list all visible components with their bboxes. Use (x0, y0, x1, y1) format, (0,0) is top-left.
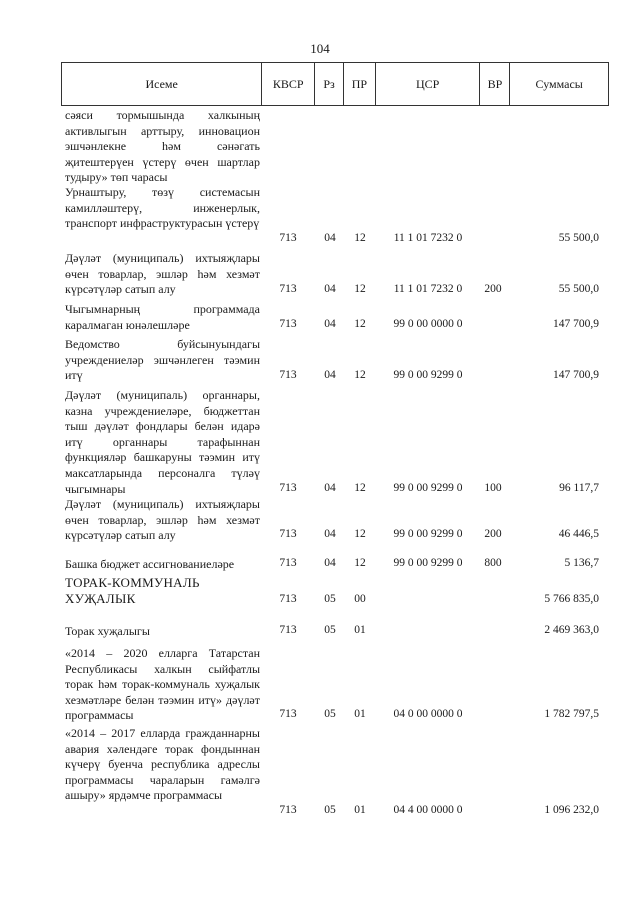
row-rz: 04 (324, 557, 336, 569)
row-rz: 05 (324, 593, 336, 605)
row-rz: 04 (324, 283, 336, 295)
row-name: Дәүләт (муниципаль) органнары, казна учреждениеләре, бюджеттан тыш дәүләт фондлары белән идарә итү органнары тарафыннан функцияләр башкаруны тәэмин итү максатларында персоналга түләү чыгымнары (65, 388, 260, 496)
row-sum: 147 700,9 (553, 318, 599, 330)
row-sum: 1 782 797,5 (544, 708, 599, 720)
row-rz: 04 (324, 369, 336, 381)
header-name: Исеме (62, 63, 262, 105)
row-kvsr: 713 (279, 369, 297, 381)
row-name: Торак хуҗалыгы (65, 624, 150, 638)
row-rz: 04 (324, 318, 336, 330)
row-pr: 12 (354, 232, 366, 244)
row-kvsr: 713 (279, 528, 297, 540)
row-name: «2014 – 2020 елларга Татарстан Республикасы халкын сыйфатлы торак һәм торак-коммуналь хуҗалык хезмәтләре белән тәэмин итү» дәүләт программасы (65, 646, 260, 723)
row-csr: 99 0 00 9299 0 (393, 369, 463, 381)
section-heading: ТОРАК-КОММУНАЛЬ ХУҖАЛЫК (65, 575, 200, 606)
row-kvsr: 713 (279, 318, 297, 330)
row-sum: 55 500,0 (558, 283, 599, 295)
row-csr: 99 0 00 9299 0 (393, 528, 463, 540)
header-csr: ЦСР (376, 63, 481, 105)
header-sum: Суммасы (535, 76, 583, 91)
row-name: Дәүләт (муниципаль) ихтыяҗлары өчен товарлар, эшләр һәм хезмәт күрсәтүләр сатып алу (65, 497, 260, 543)
row-kvsr: 713 (279, 482, 297, 494)
row-pr: 12 (354, 283, 366, 295)
row-kvsr: 713 (279, 593, 297, 605)
row-kvsr: 713 (279, 624, 297, 636)
row-vr: 200 (484, 283, 502, 295)
row-csr: 99 0 00 9299 0 (393, 482, 463, 494)
row-rz: 04 (324, 482, 336, 494)
row-sum: 96 117,7 (559, 482, 599, 494)
row-name: сәяси тормышында халкының активлыгын арттыру, инновацион эшчәнлекне һәм сәнәгать җитештерүен үстерү өчен шартлар тудыру» төп чарасы (65, 108, 260, 185)
row-vr: 200 (484, 528, 502, 540)
page-number: 104 (310, 41, 330, 56)
row-pr: 12 (354, 482, 366, 494)
row-sum: 46 446,5 (558, 528, 599, 540)
header-rz: Рз (315, 63, 344, 105)
row-kvsr: 713 (279, 804, 297, 816)
row-sum: 5 136,7 (564, 557, 599, 569)
row-kvsr: 713 (279, 232, 297, 244)
row-rz: 05 (324, 624, 336, 636)
header-vr: ВР (480, 63, 510, 105)
row-name: «2014 – 2017 елларда гражданнарны авария хәлендәге торак фондыннан күчерү буенча республика адреслы программасы чараларын гамәлгә ашыру» ярдәмче программасы (65, 726, 260, 803)
row-pr: 12 (354, 557, 366, 569)
row-sum: 55 500,0 (558, 232, 599, 244)
row-rz: 04 (324, 528, 336, 540)
row-name: Урнаштыру, төзү системасын камилләштерү, инженерлык, транспорт инфраструктурасын үстерү (65, 185, 260, 231)
row-pr: 01 (354, 624, 366, 636)
row-csr: 99 0 00 9299 0 (393, 557, 463, 569)
row-csr: 11 1 01 7232 0 (393, 283, 463, 295)
row-vr: 100 (484, 482, 502, 494)
budget-table (61, 62, 609, 816)
row-name: Чыгымнарның программада каралмаган юнәлешләре (65, 302, 260, 332)
row-sum: 147 700,9 (553, 369, 599, 381)
row-pr: 12 (354, 369, 366, 381)
header-pr: ПР (344, 63, 376, 105)
row-csr: 04 4 00 0000 0 (393, 804, 463, 816)
row-pr: 01 (354, 804, 366, 816)
row-kvsr: 713 (279, 708, 297, 720)
row-pr: 12 (354, 528, 366, 540)
row-name: Башка бюджет ассигнованиеләре (65, 557, 235, 571)
row-name: Ведомство буйсынуындагы учреждениеләр эшчәнлеген тәэмин итү (65, 337, 260, 383)
row-sum: 5 766 835,0 (544, 593, 599, 605)
row-name: Дәүләт (муниципаль) ихтыяҗлары өчен товарлар, эшләр һәм хезмәт күрсәтүләр сатып алу (65, 251, 260, 297)
row-rz: 05 (324, 708, 336, 720)
row-pr: 12 (354, 318, 366, 330)
table-header (61, 62, 609, 106)
row-pr: 00 (354, 593, 366, 605)
row-csr: 04 0 00 0000 0 (393, 708, 463, 720)
row-sum: 1 096 232,0 (544, 804, 599, 816)
row-vr: 800 (484, 557, 502, 569)
row-sum: 2 469 363,0 (544, 624, 599, 636)
row-kvsr: 713 (279, 283, 297, 295)
row-csr: 99 0 00 0000 0 (393, 318, 463, 330)
row-rz: 05 (324, 804, 336, 816)
row-rz: 04 (324, 232, 336, 244)
row-kvsr: 713 (279, 557, 297, 569)
row-csr: 11 1 01 7232 0 (393, 232, 463, 244)
header-kvsr: КВСР (262, 63, 315, 105)
row-pr: 01 (354, 708, 366, 720)
